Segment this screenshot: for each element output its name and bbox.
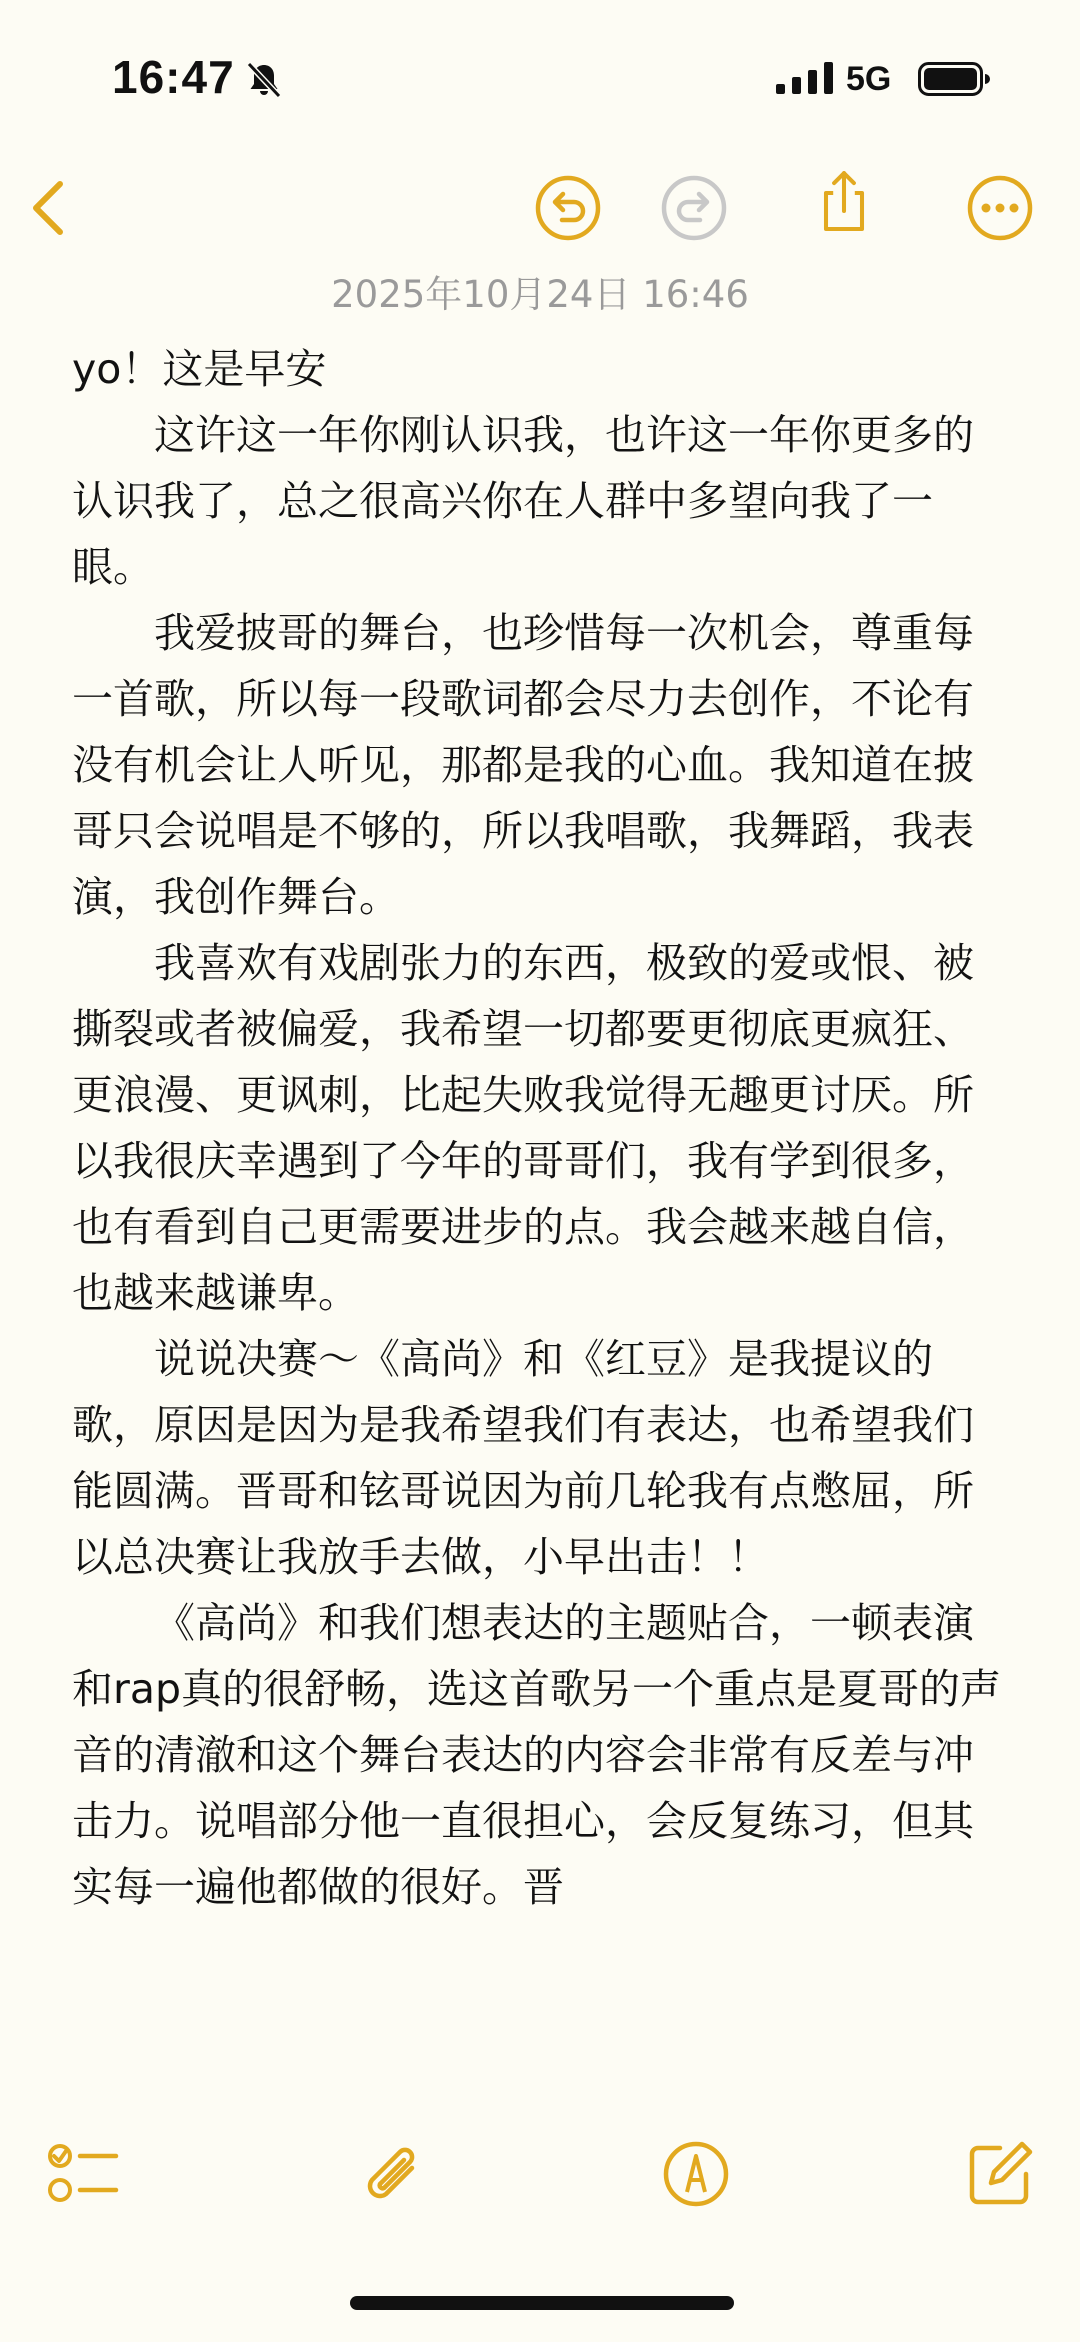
redo-icon[interactable] [658, 172, 730, 244]
battery-icon [918, 62, 990, 96]
note-paragraph: yo！这是早安 [72, 345, 327, 393]
markup-pen-icon[interactable] [656, 2134, 736, 2214]
checklist-icon[interactable] [44, 2134, 124, 2214]
signal-icon [776, 62, 834, 96]
bell-off-icon [244, 60, 284, 100]
home-indicator[interactable] [350, 2296, 734, 2310]
paperclip-icon[interactable] [354, 2134, 434, 2214]
note-body[interactable] [72, 336, 1012, 1920]
undo-icon[interactable] [532, 172, 604, 244]
compose-icon[interactable] [960, 2134, 1040, 2214]
note-paragraph: 说说决赛～《高尚》和《红豆》是我提议的歌，原因是因为是我希望我们有表达，也希望我们能圆满。晋哥和铉哥说因为前几轮我有点憋屈，所以总决赛让我放手去做，小早出击！！ [72, 1335, 974, 1581]
note-paragraph: 我喜欢有戏剧张力的东西，极致的爱或恨、被撕裂或者被偏爱，我希望一切都要更彻底更疯狂、更浪漫、更讽刺，比起失败我觉得无趣更讨厌。所以我很庆幸遇到了今年的哥哥们，我有学到很多，也有看到自己更需要进步的点。我会越来越自信，也越来越谦卑。 [72, 939, 974, 1317]
chevron-left-icon[interactable] [14, 172, 86, 244]
network-type: 5G [846, 60, 892, 98]
status-bar [0, 0, 1080, 160]
note-paragraph: 这许这一年你刚认识我，也许这一年你更多的认识我了，总之很高兴你在人群中多望向我了一眼。 [72, 411, 974, 591]
note-date: 2025年10月24日 16:46 [331, 273, 749, 316]
note-paragraph: 我爱披哥的舞台，也珍惜每一次机会，尊重每一首歌，所以每一段歌词都会尽力去创作，不论有没有机会让人听见，那都是我的心血。我知道在披哥只会说唱是不够的，所以我唱歌，我舞蹈，我表演，我创作舞台。 [72, 609, 974, 921]
more-icon[interactable] [964, 172, 1036, 244]
note-paragraph: 《高尚》和我们想表达的主题贴合，一顿表演和rap真的很舒畅，选这首歌另一个重点是夏哥的声音的清澈和这个舞台表达的内容会非常有反差与冲击力。说唱部分他一直很担心，会反复练习，但其实每一遍他都做的很好。晋 [72, 1599, 1002, 1911]
share-icon[interactable] [808, 166, 880, 238]
status-time: 16:47 [112, 51, 235, 103]
